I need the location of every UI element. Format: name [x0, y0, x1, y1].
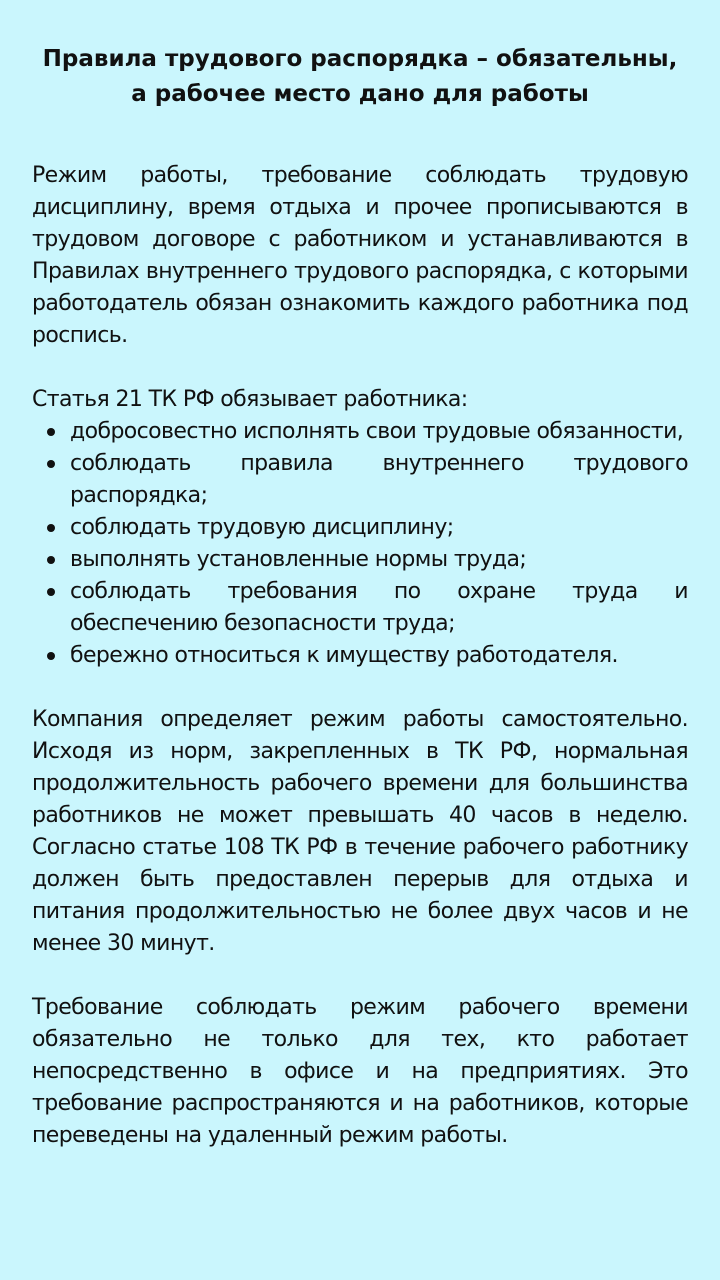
bullet-icon: [47, 460, 55, 468]
list-item: [32, 576, 688, 640]
paragraph-remote-work: Требование соблюдать режим рабочего времени обязательно не только для тех, кто работает непосредственно в офисе и на предприятиях. Это требование распространяются и на работников, которые переведены на удаленный режим работы.: [32, 995, 688, 1148]
paragraph-work-regime: Режим работы, требование соблюдать трудовую дисциплину, время отдыха и прочее прописываются в трудовом договоре с работником и устанавливаются в Правилах внутреннего трудового распорядка, с которыми работодатель обязан ознакомить каждого работника под роспись.: [32, 163, 688, 348]
paragraph-article-21-intro: Статья 21 ТК РФ обязывает работника:: [32, 387, 468, 412]
list-item-text: соблюдать правила внутреннего трудового распорядка;: [70, 451, 688, 508]
bullet-icon: [47, 588, 55, 596]
list-item-text: бережно относиться к имуществу работодателя.: [70, 643, 618, 668]
page-title: Правила трудового распорядка – обязательны, а рабочее место дано для работы: [42, 46, 678, 107]
list-item: [32, 512, 688, 544]
list-item-text: соблюдать требования по охране труда и обеспечению безопасности труда;: [70, 579, 688, 636]
bullet-icon: [47, 524, 55, 532]
duties-list: [32, 416, 688, 672]
list-item: [32, 416, 688, 448]
bullet-icon: [47, 652, 55, 660]
list-item: [32, 448, 688, 512]
list-item-text: выполнять установленные нормы труда;: [70, 547, 527, 572]
list-item-text: добросовестно исполнять свои трудовые обязанности,: [70, 419, 684, 444]
paragraph-working-hours: Компания определяет режим работы самостоятельно. Исходя из норм, закрепленных в ТК РФ, нормальная продолжительность рабочего времени для большинства работников не может превышать 40 часов в неделю. Согласно статье 108 ТК РФ в течение рабочего работнику должен быть предоставлен перерыв для отдыха и питания продолжительностью не более двух часов и не менее 30 минут.: [32, 707, 688, 956]
bullet-icon: [47, 556, 55, 564]
document-body: [32, 160, 688, 1152]
bullet-icon: [47, 428, 55, 436]
list-item: [32, 640, 688, 672]
list-item-text: соблюдать трудовую дисциплину;: [70, 515, 454, 540]
list-item: [32, 544, 688, 576]
